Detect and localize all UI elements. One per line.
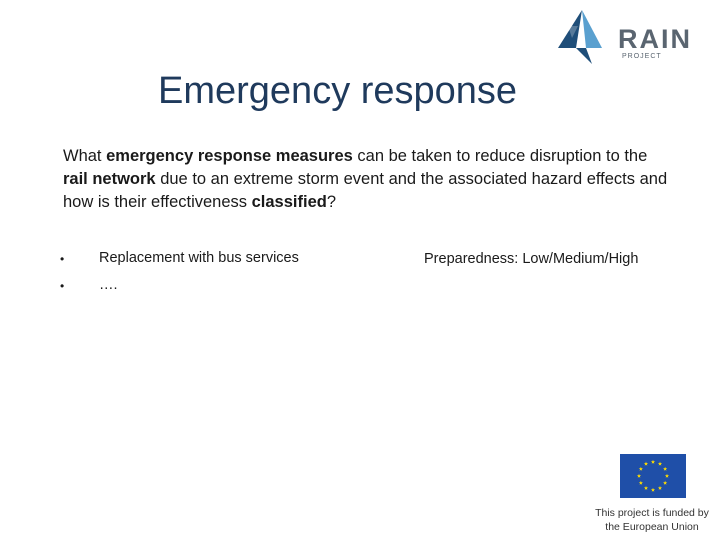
eu-flag-icon [620,454,686,498]
list-item-text: …. [99,277,118,293]
logo-sub-text: PROJECT [622,53,662,60]
rain-project-logo [552,8,718,66]
list-item-text: Replacement with bus services [99,250,299,266]
question-part-4: ? [326,193,337,211]
question-bold-2: rail network [63,170,156,188]
question-part-3: due to an extreme storm event and the associated hazard effects and how is their effectiveness [63,170,668,211]
question-bold-3: classified [251,193,327,211]
funding-line-2: the European Union [605,521,699,533]
question-part-1: What [63,147,107,165]
bullet-marker: • [60,279,65,293]
rain-logo-mark-icon [552,8,614,66]
bullet-marker: • [60,252,65,266]
question-part-2: can be taken to reduce disruption to the [352,147,648,165]
preparedness-scale: Preparedness: Low/Medium/High [424,251,639,267]
question-text [63,145,675,214]
funding-line-1: This project is funded by [595,507,709,519]
question-bold-1: emergency response measures [106,147,353,165]
funding-caption [590,506,714,534]
slide-title: Emergency response [158,70,518,112]
logo-brand-text: RAIN [618,24,692,54]
